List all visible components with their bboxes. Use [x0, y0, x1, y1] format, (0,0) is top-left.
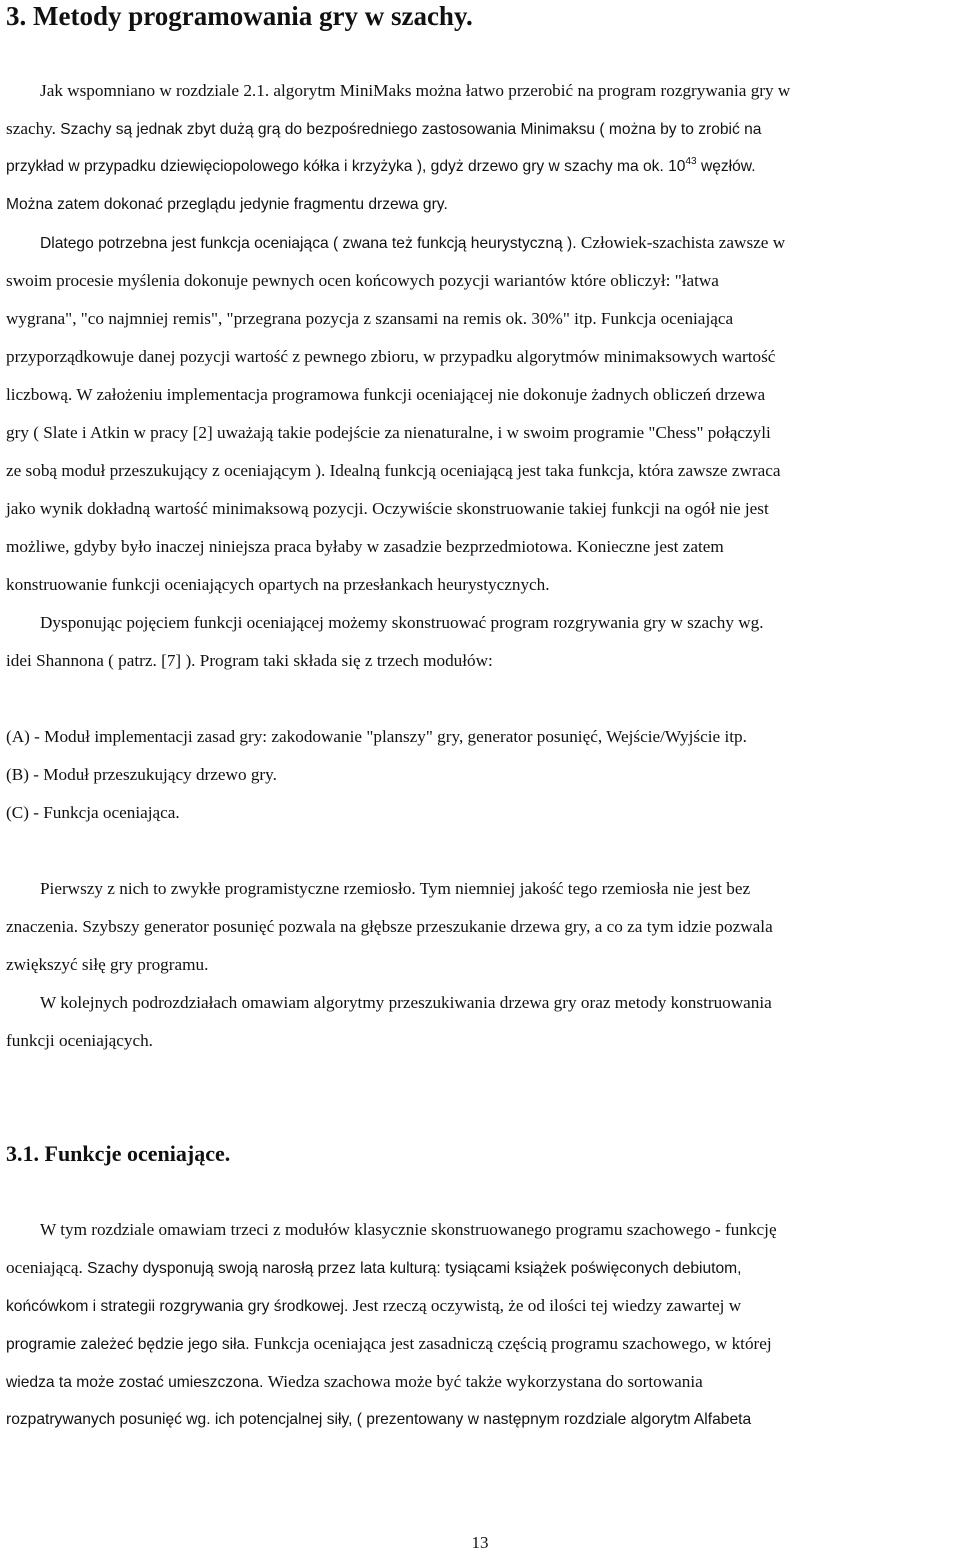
- section-paragraph-line-3: [6, 1295, 741, 1318]
- section-paragraph-line-6: rozpatrywanych posunięć wg. ich potencjalnej siły, ( prezentowany w następnym rozdziale algorytm Alfabeta: [6, 1411, 752, 1428]
- paragraph-2-line-6: gry ( Slate i Atkin w pracy [2] uważają takie podejście za nienaturalne, i w swoim programie "Chess" połączyli: [6, 423, 771, 442]
- text-run: Oczywiście skonstruowanie takiej funkcji na ogół nie jest: [372, 499, 769, 518]
- text-run: ze sobą moduł przeszukujący z oceniającym ).: [6, 461, 330, 480]
- paragraph-2-line-3: [6, 308, 733, 330]
- text-run: Dlatego potrzebna jest funkcja oceniająca ( zwana też funkcją heurystyczną ).: [40, 235, 581, 252]
- text-run: Szachy dysponują swoją narosłą przez lata kulturą: tysiącami książek poświęconych debiutom,: [87, 1260, 742, 1277]
- paragraph-2-line-9: [6, 536, 724, 558]
- section-paragraph-line-4: [6, 1333, 772, 1356]
- text-run: Funkcja oceniająca jest zasadniczą częścią programu szachowego, w której: [253, 1334, 772, 1353]
- text-run: końcówkom i strategii rozgrywania gry środkowej.: [6, 1298, 353, 1315]
- section-paragraph-line-2: [6, 1257, 742, 1280]
- paragraph-1-line-2: [6, 118, 761, 141]
- paragraph-5-line-2: funkcji oceniających.: [6, 1031, 153, 1050]
- text-run: oceniającą.: [6, 1258, 88, 1277]
- section-paragraph-line-1: W tym rozdziale omawiam trzeci z modułów klasycznie skonstruowanego programu szachowego - funkcję: [40, 1220, 777, 1239]
- text-run: Jest rzeczą oczywistą, że od ilości tej wiedzy zawartej w: [352, 1296, 742, 1315]
- text-run: możliwe, gdyby było inaczej niniejsza praca byłaby w zasadzie bezprzedmiotowa.: [6, 537, 577, 556]
- paragraph-2-line-4: przyporządkowuje danej pozycji wartość z pewnego zbioru, w przypadku algorytmów minimaksowych wartość: [6, 347, 776, 366]
- text-run: W założeniu implementacja programowa funkcji oceniającej nie dokonuje żadnych obliczeń drzewa: [76, 385, 766, 404]
- text-run: szachy.: [6, 119, 61, 138]
- text-run: Wiedza szachowa może być także wykorzystana do sortowania: [267, 1372, 703, 1391]
- module-list-item-b: (B) - Moduł przeszukujący drzewo gry.: [6, 765, 277, 784]
- paragraph-2-line-2: swoim procesie myślenia dokonuje pewnych ocen końcowych pozycji wariantów które obliczył: "łatwa: [6, 271, 719, 290]
- paragraph-2-line-1: [40, 232, 785, 255]
- paragraph-1-line-4: Można zatem dokonać przeglądu jedynie fragmentu drzewa gry.: [6, 196, 448, 213]
- text-run: Szachy są jednak zbyt dużą grą do bezpośredniego zastosowania Minimaksu ( można by to zrobić na: [60, 121, 762, 138]
- paragraph-5-line-1: W kolejnych podrozdziałach omawiam algorytmy przeszukiwania drzewa gry oraz metody konstruowania: [40, 993, 772, 1012]
- text-run: jako wynik dokładną wartość minimaksową pozycji.: [6, 499, 373, 518]
- module-list-item-c: (C) - Funkcja oceniająca.: [6, 803, 180, 822]
- page-number: 13: [471, 1533, 489, 1552]
- paragraph-2-line-8: [6, 498, 769, 520]
- text-run: Człowiek-szachista zawsze w: [580, 233, 786, 252]
- text-run: wygrana", "co najmniej remis", "przegrana pozycja z szansami na remis ok. 30%" itp.: [6, 309, 601, 328]
- section-paragraph-line-5: [6, 1371, 703, 1394]
- paragraph-4-line-1: Pierwszy z nich to zwykłe programistyczne rzemiosło. Tym niemniej jakość tego rzemiosła nie jest bez: [40, 879, 751, 898]
- text-run: przykład w przypadku dziewięciopolowego kółka i krzyżyka ), gdyż drzewo gry w szachy ma ok. 10: [6, 158, 686, 175]
- section-heading: 3.1. Funkcje oceniające.: [6, 1141, 231, 1166]
- exponent: 43: [685, 156, 697, 167]
- paragraph-2-line-5: [6, 384, 765, 406]
- text-run: Idealną funkcją oceniającą jest taka funkcja, która zawsze zwraca: [329, 461, 781, 480]
- paragraph-2-line-10: konstruowanie funkcji oceniających opartych na przesłankach heurystycznych.: [6, 575, 550, 594]
- paragraph-1-line-3: [6, 156, 756, 180]
- text-run: liczbową.: [6, 385, 77, 404]
- paragraph-4-line-2: znaczenia. Szybszy generator posunięć pozwala na głębsze przeszukanie drzewa gry, a co za tym idzie pozwala: [6, 917, 773, 936]
- paragraph-3-line-1: Dysponując pojęciem funkcji oceniającej możemy skonstruować program rozgrywania gry w szachy wg.: [40, 613, 764, 632]
- text-run: Funkcja oceniająca: [600, 309, 734, 328]
- paragraph-4-line-3: zwiększyć siłę gry programu.: [6, 955, 209, 974]
- text-run: węzłów.: [696, 158, 756, 175]
- paragraph-3-line-2: idei Shannona ( patrz. [7] ). Program taki składa się z trzech modułów:: [6, 651, 493, 670]
- text-run: programie zależeć będzie jego siła.: [6, 1336, 254, 1353]
- chapter-heading: 3. Metody programowania gry w szachy.: [6, 1, 473, 31]
- paragraph-2-line-7: [6, 460, 780, 482]
- text-run: Konieczne jest zatem: [576, 537, 724, 556]
- text-run: wiedza ta może zostać umieszczona.: [6, 1374, 268, 1391]
- module-list-item-a: (A) - Moduł implementacji zasad gry: zakodowanie "planszy" gry, generator posunięć, Wejście/Wyjście itp.: [6, 727, 747, 746]
- paragraph-1-line-1: Jak wspomniano w rozdziale 2.1. algorytm MiniMaks można łatwo przerobić na program rozgrywania gry w: [40, 81, 791, 100]
